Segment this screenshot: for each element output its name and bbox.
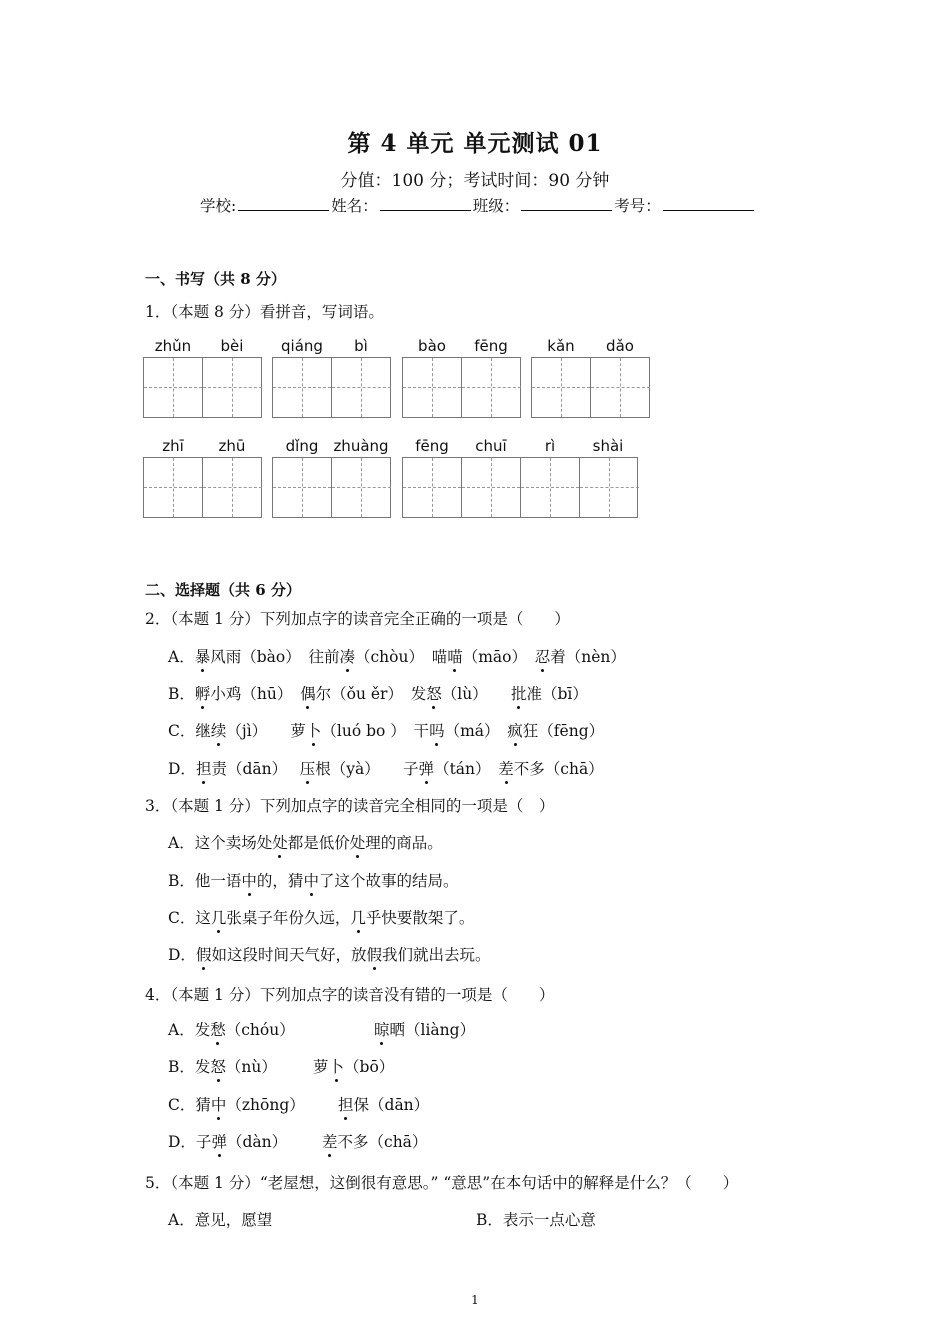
pinyin-label: qiáng	[281, 337, 323, 355]
exam-no-blank[interactable]	[663, 196, 754, 211]
q5-option-a[interactable]: A．意见，愿望	[168, 1211, 273, 1229]
pinyin-label: fēng	[415, 437, 449, 455]
school-blank[interactable]	[238, 196, 329, 211]
question-3-stem: 3．（本题 1 分）下列加点字的读音完全相同的一项是（ ）	[145, 797, 555, 815]
page-number: 1	[471, 1293, 479, 1307]
name-blank[interactable]	[380, 196, 471, 211]
pinyin-label: rì	[544, 437, 556, 455]
q4-option-b-word2: 萝卜（bō）	[313, 1055, 394, 1077]
pinyin-label: bèi	[220, 337, 244, 355]
pinyin-label: zhǔn	[154, 337, 192, 355]
q2-option-c[interactable]: C．继续（jì） 萝卜（luó bo ） 干吗（má） 疯狂（fēng）	[168, 719, 604, 741]
q5-option-b[interactable]: B．表示一点心意	[476, 1211, 596, 1229]
writing-grid[interactable]	[402, 357, 521, 418]
exam-subtitle: 分值：100 分；考试时间：90 分钟	[340, 171, 610, 191]
q3-option-c[interactable]: C．这几张桌子年份久远，几乎快要散架了。	[168, 906, 474, 928]
q3-option-b[interactable]: B．他一语中的，猜中了这个故事的结局。	[168, 869, 458, 891]
student-info-line	[200, 194, 756, 216]
q2-option-d[interactable]: D．担责（dān） 压根（yà） 子弹（tán） 差不多（chā）	[168, 757, 604, 779]
school-label: 学校:	[200, 197, 237, 215]
writing-grid[interactable]	[402, 457, 638, 518]
section-1-heading: 一、书写（共 8 分）	[145, 270, 286, 288]
q4-option-d-word2: 差不多（chā）	[322, 1130, 427, 1152]
pinyin-label: bào	[418, 337, 446, 355]
section-2-heading: 二、选择题（共 6 分）	[145, 581, 301, 599]
page-title: 第 4 单元 单元测试 01	[347, 130, 603, 157]
q4-option-a[interactable]: A．发愁（chóu）	[168, 1018, 295, 1040]
q4-option-d[interactable]: D．子弹（dàn）	[168, 1130, 287, 1152]
pinyin-label: zhuàng	[333, 437, 389, 455]
pinyin-label: bì	[354, 337, 368, 355]
writing-grid[interactable]	[531, 357, 650, 418]
question-2-stem: 2．（本题 1 分）下列加点字的读音完全正确的一项是（ ）	[145, 610, 570, 628]
pinyin-label: dǐng	[285, 437, 319, 455]
class-label: 班级：	[472, 197, 520, 215]
name-label: 姓名：	[331, 197, 378, 215]
pinyin-label: zhī	[162, 437, 184, 455]
q4-option-c[interactable]: C．猜中（zhōng）	[168, 1093, 305, 1115]
writing-grid[interactable]	[272, 357, 391, 418]
q4-option-c-word2: 担保（dān）	[338, 1093, 429, 1115]
question-4-stem: 4．（本题 1 分）下列加点字的读音没有错的一项是（ ）	[145, 986, 555, 1004]
exam-no-label: 考号：	[614, 197, 661, 215]
writing-grid[interactable]	[272, 457, 391, 518]
q4-option-a-word2: 晾晒（liàng）	[374, 1018, 475, 1040]
pinyin-label: dǎo	[606, 337, 634, 355]
q4-option-b[interactable]: B．发怒（nù）	[168, 1055, 277, 1077]
q3-option-a[interactable]: A．这个卖场处处都是低价处理的商品。	[168, 831, 443, 853]
pinyin-label: shài	[592, 437, 624, 455]
class-blank[interactable]	[521, 196, 612, 211]
pinyin-label: kǎn	[547, 337, 575, 355]
question-1-stem: 1．（本题 8 分）看拼音，写词语。	[145, 303, 384, 321]
pinyin-label: zhū	[218, 437, 246, 455]
question-5-stem: 5．（本题 1 分）“老屋想，这倒很有意思。” “意思”在本句话中的解释是什么？（ ）	[145, 1174, 739, 1192]
q2-option-a[interactable]: A．暴风雨（bào） 往前凑（chòu） 喵喵（māo） 忍着（nèn）	[168, 645, 626, 667]
q3-option-d[interactable]: D．假如这段时间天气好，放假我们就出去玩。	[168, 943, 491, 965]
writing-grid[interactable]	[143, 457, 262, 518]
pinyin-label: chuī	[475, 437, 507, 455]
writing-grid[interactable]	[143, 357, 262, 418]
q2-option-b[interactable]: B．孵小鸡（hū） 偶尔（ǒu ěr） 发怒（lù） 批准（bī）	[168, 682, 588, 704]
pinyin-label: fēng	[474, 337, 508, 355]
